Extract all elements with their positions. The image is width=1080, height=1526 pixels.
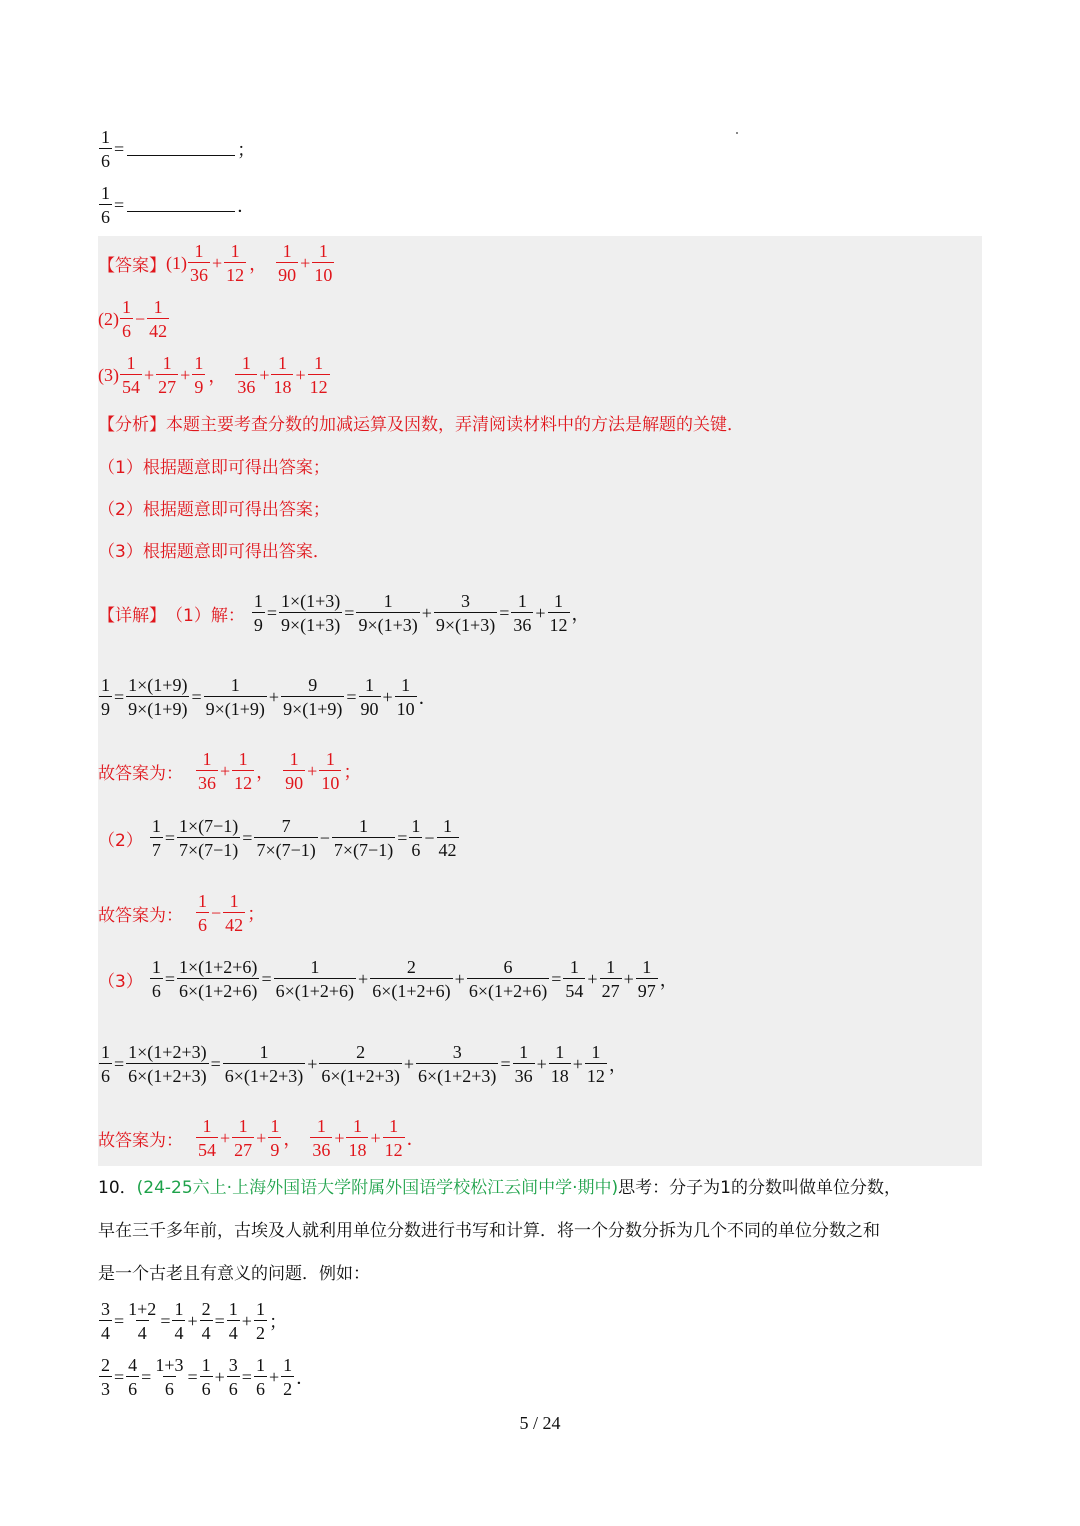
fraction: $\frac{1}{6\times(1+2+3)}$ bbox=[224, 1042, 304, 1086]
fraction: $\frac{1}{7}$ bbox=[151, 816, 161, 860]
fraction: $\frac{1}{6}$ bbox=[122, 297, 131, 341]
operator: + bbox=[300, 252, 311, 273]
detail-answer-1: 故答案为： $\frac{1}{36}$ + $\frac{1}{12}$ ， $\frac{1}{90}$ + $\frac{1}{10}$ ； bbox=[98, 750, 369, 792]
operator: − bbox=[211, 902, 222, 923]
question-source: (24-25六上·上海外国语大学附属外国语学校松江云间中学·期中) bbox=[136, 1178, 619, 1198]
fraction: $\frac{1}{9}$ bbox=[270, 1116, 280, 1160]
fill-line-2: $\frac{1}{6}$ = ． bbox=[101, 183, 256, 227]
fraction: $\frac{3}{9\times(1+3)}$ bbox=[435, 591, 496, 635]
operator: = bbox=[261, 968, 272, 989]
math-expression bbox=[149, 958, 686, 1000]
operator: ； bbox=[247, 904, 266, 924]
operator: + bbox=[358, 968, 369, 989]
operator: + bbox=[370, 1127, 381, 1148]
fraction: $\frac{1}{27}$ bbox=[601, 957, 620, 1001]
analysis-step-2: （2）根据题意即可得出答案； bbox=[98, 500, 330, 520]
answer-part2: (2) $\frac{1}{6}$ − $\frac{1}{42}$ bbox=[98, 298, 170, 340]
operator: + bbox=[454, 968, 465, 989]
fraction: $\frac{1}{10}$ bbox=[396, 675, 415, 719]
operator: ； bbox=[268, 1312, 287, 1332]
fraction: $\frac{2}{6\times(1+2+3)}$ bbox=[321, 1042, 400, 1086]
operator: ， bbox=[659, 970, 678, 990]
math-expression bbox=[275, 242, 335, 284]
operator: + bbox=[187, 1310, 198, 1331]
operator: ． bbox=[418, 688, 437, 708]
operator: = bbox=[164, 827, 175, 848]
operator: + bbox=[259, 364, 270, 385]
answer-label: 【答案】 bbox=[98, 255, 166, 276]
operator: = bbox=[551, 968, 562, 989]
math-expression bbox=[195, 1117, 433, 1159]
fraction: $\frac{1}{90}$ bbox=[360, 675, 379, 719]
operator: = bbox=[210, 1053, 221, 1074]
operator: + bbox=[421, 602, 432, 623]
operator: = bbox=[114, 1310, 125, 1331]
fraction: $\frac{1}{6}$ bbox=[198, 891, 207, 935]
operator: + bbox=[268, 686, 280, 707]
example-2 bbox=[98, 1356, 322, 1398]
operator: + bbox=[572, 1053, 583, 1074]
operator: + bbox=[214, 1366, 225, 1387]
detail-label: 【详解】 bbox=[98, 605, 166, 626]
operator: + bbox=[307, 1053, 318, 1074]
fraction: $\frac{1}{12}$ bbox=[234, 749, 253, 793]
fraction: $\frac{1}{6}$ bbox=[201, 1355, 211, 1399]
fraction: $\frac{1}{12}$ bbox=[226, 241, 245, 285]
math-expression bbox=[98, 1300, 295, 1342]
fraction: $\frac{1}{27}$ bbox=[234, 1116, 253, 1160]
fraction: $\frac{1}{18}$ bbox=[348, 1116, 367, 1160]
operator: = bbox=[346, 686, 357, 707]
fraction: $\frac{3}{4}$ bbox=[101, 1299, 110, 1343]
math-expression bbox=[187, 242, 247, 284]
math-expression bbox=[251, 592, 598, 634]
operator: = bbox=[242, 827, 253, 848]
detail-answer-2: 故答案为： $\frac{1}{6}$ − $\frac{1}{42}$ ； bbox=[98, 892, 273, 934]
fraction: $\frac{1}{10}$ bbox=[314, 241, 333, 285]
fraction: $\frac{1}{36}$ bbox=[198, 749, 216, 793]
fraction: $\frac{1}{54}$ bbox=[198, 1116, 216, 1160]
fraction: $\frac{1}{18}$ bbox=[273, 353, 292, 397]
operator: ， bbox=[571, 604, 590, 624]
operator: + bbox=[382, 686, 393, 707]
operator: ． bbox=[406, 1129, 425, 1149]
fraction: $\frac{2}{4}$ bbox=[201, 1299, 211, 1343]
operator: − bbox=[424, 827, 435, 848]
operator: − bbox=[319, 827, 330, 848]
operator: + bbox=[587, 968, 598, 989]
fraction: $\frac{1}{9}$ bbox=[194, 353, 204, 397]
operator: + bbox=[295, 364, 306, 385]
question-10-line-3: 是一个古老且有意义的问题．例如： bbox=[98, 1264, 370, 1284]
operator: + bbox=[220, 1127, 231, 1148]
operator: + bbox=[536, 1053, 547, 1074]
fraction: $\frac{1}{6}$ bbox=[255, 1355, 265, 1399]
operator: = bbox=[397, 827, 408, 848]
analysis-label: 【分析】 bbox=[98, 415, 166, 435]
fraction: $\frac{1}{12}$ bbox=[309, 353, 328, 397]
fraction: $\frac{1\times(1+3)}{9\times(1+3)}$ bbox=[280, 591, 341, 635]
fraction: $\frac{1}{6\times(1+2+6)}$ bbox=[275, 957, 355, 1001]
fraction: $\frac{1}{6}$ bbox=[101, 1042, 110, 1086]
detail-row-3: （2） $\frac{1}{7}$ = $\frac{1\times(7-1)}{7\times(7-1)}$ = $\frac{7}{7\times(7-1)}$ − $\frac{1}{7\times(7-1)}$ = $\frac{1}{6}$ − $\frac{1}{42}$ bbox=[98, 817, 460, 859]
operator: = bbox=[241, 1366, 252, 1387]
fraction: $\frac{3}{6}$ bbox=[228, 1355, 238, 1399]
fraction: $\frac{7}{7\times(7-1)}$ bbox=[256, 816, 316, 860]
fraction: $\frac{1}{2}$ bbox=[255, 1299, 265, 1343]
question-10-header: 10．(24-25六上·上海外国语大学附属外国语学校松江云间中学·期中)思考：分子为1的分数叫做单位分数， bbox=[98, 1178, 901, 1198]
fraction: $\frac{1}{4}$ bbox=[174, 1299, 184, 1343]
operator: = bbox=[499, 602, 510, 623]
operator: + bbox=[212, 252, 223, 273]
operator: ， bbox=[608, 1055, 627, 1075]
fraction: $\frac{1}{42}$ bbox=[149, 297, 168, 341]
operator: + bbox=[180, 364, 191, 385]
fraction: $\frac{1}{90}$ bbox=[278, 241, 297, 285]
math-expression bbox=[119, 298, 170, 340]
operator: = bbox=[187, 1366, 198, 1387]
operator: = bbox=[164, 968, 175, 989]
math-expression bbox=[98, 676, 445, 718]
fraction: $\frac{1}{12}$ bbox=[549, 591, 568, 635]
answer-part1: 【答案】 (1) $\frac{1}{36}$ + $\frac{1}{12}$ ， $\frac{1}{90}$ + $\frac{1}{10}$ bbox=[98, 242, 335, 284]
fraction: $\frac{1}{18}$ bbox=[550, 1042, 569, 1086]
example-1 bbox=[98, 1300, 295, 1342]
detail-row-2 bbox=[98, 676, 445, 718]
operator: + bbox=[256, 1127, 267, 1148]
fraction: $\frac{1}{36}$ bbox=[237, 353, 256, 397]
answer-blank[interactable] bbox=[127, 154, 235, 156]
operator: + bbox=[334, 1127, 345, 1148]
fraction: $\frac{1}{9\times(1+3)}$ bbox=[358, 591, 418, 635]
question-10-line-2: 早在三千多年前，古埃及人就利用单位分数进行书写和计算．将一个分数分拆为几个不同的单位分数之和 bbox=[98, 1221, 880, 1241]
fraction: $\frac{1}{6}$ bbox=[101, 127, 110, 171]
fraction: $\frac{1}{36}$ bbox=[514, 1042, 533, 1086]
fraction: $\frac{3}{6\times(1+2+3)}$ bbox=[417, 1042, 497, 1086]
detail-row-5 bbox=[98, 1043, 635, 1085]
operator: + bbox=[623, 968, 634, 989]
fraction: $\frac{1}{2}$ bbox=[283, 1355, 293, 1399]
operator: + bbox=[403, 1053, 414, 1074]
fraction: $\frac{1}{54}$ bbox=[565, 957, 584, 1001]
page-number: 5 / 24 bbox=[519, 1413, 561, 1433]
operator: = bbox=[266, 602, 277, 623]
operator: + bbox=[307, 760, 318, 781]
fraction: $\frac{1}{27}$ bbox=[158, 353, 177, 397]
detail-row-4: （3） $\frac{1}{6}$ = $\frac{1\times(1+2+6)}{6\times(1+2+6)}$ = $\frac{1}{6\times(1+2+6)}$ + $\frac{2}{6\times(1+2+6)}$ + $\frac{6}{6\times(1+2+6)}$ = $\frac{1}{54}$ + $\frac{1}{27}$ + $\frac{1}{97}$ ， bbox=[98, 958, 686, 1000]
operator: ； bbox=[343, 762, 362, 782]
fraction: $\frac{4}{6}$ bbox=[128, 1355, 138, 1399]
math-expression bbox=[234, 354, 330, 396]
fraction: $\frac{1}{36}$ bbox=[513, 591, 532, 635]
operator: = bbox=[344, 602, 355, 623]
operator: + bbox=[535, 602, 546, 623]
fraction: $\frac{1}{7\times(7-1)}$ bbox=[333, 816, 394, 860]
analysis-text: 【分析】本题主要考查分数的加减运算及因数，弄清阅读材料中的方法是解题的关键． bbox=[98, 415, 744, 435]
operator: = bbox=[500, 1053, 511, 1074]
fraction: $\frac{1}{90}$ bbox=[285, 749, 304, 793]
fraction: $\frac{1}{36}$ bbox=[312, 1116, 331, 1160]
operator: ． bbox=[296, 1368, 315, 1388]
fraction: $\frac{1}{12}$ bbox=[586, 1042, 605, 1086]
fraction: $\frac{1}{9}$ bbox=[253, 591, 263, 635]
math-expression bbox=[149, 817, 460, 859]
fraction: $\frac{1\times(7-1)}{7\times(7-1)}$ bbox=[178, 816, 239, 860]
answer-blank[interactable] bbox=[127, 210, 235, 212]
fraction: $\frac{1\times(1+9)}{9\times(1+9)}$ bbox=[128, 675, 188, 719]
fraction: $\frac{1}{54}$ bbox=[122, 353, 140, 397]
operator: = bbox=[191, 686, 202, 707]
fraction: $\frac{1}{42}$ bbox=[438, 816, 457, 860]
operator: + bbox=[144, 364, 155, 385]
fraction: $\frac{1}{97}$ bbox=[637, 957, 656, 1001]
fraction: $\frac{1}{36}$ bbox=[190, 241, 208, 285]
fraction: $\frac{1}{42}$ bbox=[225, 891, 244, 935]
operator: + bbox=[241, 1310, 252, 1331]
analysis-step-1: （1）根据题意即可得出答案； bbox=[98, 458, 330, 478]
fill-line-1: $\frac{1}{6}$ = ； bbox=[101, 127, 256, 171]
operator: = bbox=[141, 1366, 152, 1387]
question-number: 10． bbox=[98, 1178, 137, 1198]
operator: + bbox=[220, 760, 231, 781]
detail-row-1: 【详解】 （1）解： $\frac{1}{9}$ = $\frac{1\times(1+3)}{9\times(1+3)}$ = $\frac{1}{9\times(1+3)}$ + $\frac{3}{9\times(1+3)}$ = $\frac{1}{36}$ + $\frac{1}{12}$ ， bbox=[98, 592, 598, 634]
fraction: $\frac{9}{9\times(1+9)}$ bbox=[283, 675, 343, 719]
operator: = bbox=[214, 1310, 225, 1331]
detail-answer-3: 故答案为： $\frac{1}{54}$ + $\frac{1}{27}$ + $\frac{1}{9}$ ， $\frac{1}{36}$ + $\frac{1}{18}$ + $\frac{1}{12}$ ． bbox=[98, 1117, 433, 1159]
fraction: $\frac{1}{9}$ bbox=[101, 675, 110, 719]
fraction: $\frac{1}{4}$ bbox=[228, 1299, 238, 1343]
math-expression bbox=[195, 892, 273, 934]
operator: = bbox=[114, 686, 125, 707]
operator: ， bbox=[283, 1129, 302, 1149]
fraction: $\frac{1+3}{6}$ bbox=[155, 1355, 184, 1399]
analysis-step-3: （3）根据题意即可得出答案． bbox=[98, 542, 330, 562]
fraction: $\frac{1+2}{4}$ bbox=[128, 1299, 157, 1343]
fraction: $\frac{1}{10}$ bbox=[321, 749, 340, 793]
math-expression bbox=[195, 750, 369, 792]
operator: = bbox=[114, 1366, 125, 1387]
fraction: $\frac{1}{6}$ bbox=[151, 957, 161, 1001]
operator: ， bbox=[256, 762, 275, 782]
math-expression bbox=[119, 354, 206, 396]
math-expression bbox=[98, 1043, 635, 1085]
fraction: $\frac{2}{6\times(1+2+6)}$ bbox=[372, 957, 451, 1001]
operator: + bbox=[268, 1366, 280, 1387]
stray-dot bbox=[736, 132, 738, 134]
fraction: $\frac{1}{6}$ bbox=[101, 183, 110, 227]
fraction: $\frac{1}{9\times(1+9)}$ bbox=[205, 675, 265, 719]
operator: − bbox=[135, 308, 146, 329]
fraction: $\frac{2}{3}$ bbox=[101, 1355, 110, 1399]
fraction: $\frac{1}{12}$ bbox=[384, 1116, 403, 1160]
fraction: $\frac{1\times(1+2+6)}{6\times(1+2+6)}$ bbox=[178, 957, 258, 1001]
operator: = bbox=[114, 1053, 125, 1074]
operator: = bbox=[160, 1310, 171, 1331]
fraction: $\frac{6}{6\times(1+2+6)}$ bbox=[468, 957, 548, 1001]
fraction: $\frac{1\times(1+2+3)}{6\times(1+2+3)}$ bbox=[128, 1042, 207, 1086]
math-expression bbox=[98, 1356, 322, 1398]
answer-part3: (3) $\frac{1}{54}$ + $\frac{1}{27}$ + $\frac{1}{9}$ ， $\frac{1}{36}$ + $\frac{1}{18}$ + $\frac{1}{12}$ bbox=[98, 354, 331, 396]
fraction: $\frac{1}{6}$ bbox=[411, 816, 421, 860]
